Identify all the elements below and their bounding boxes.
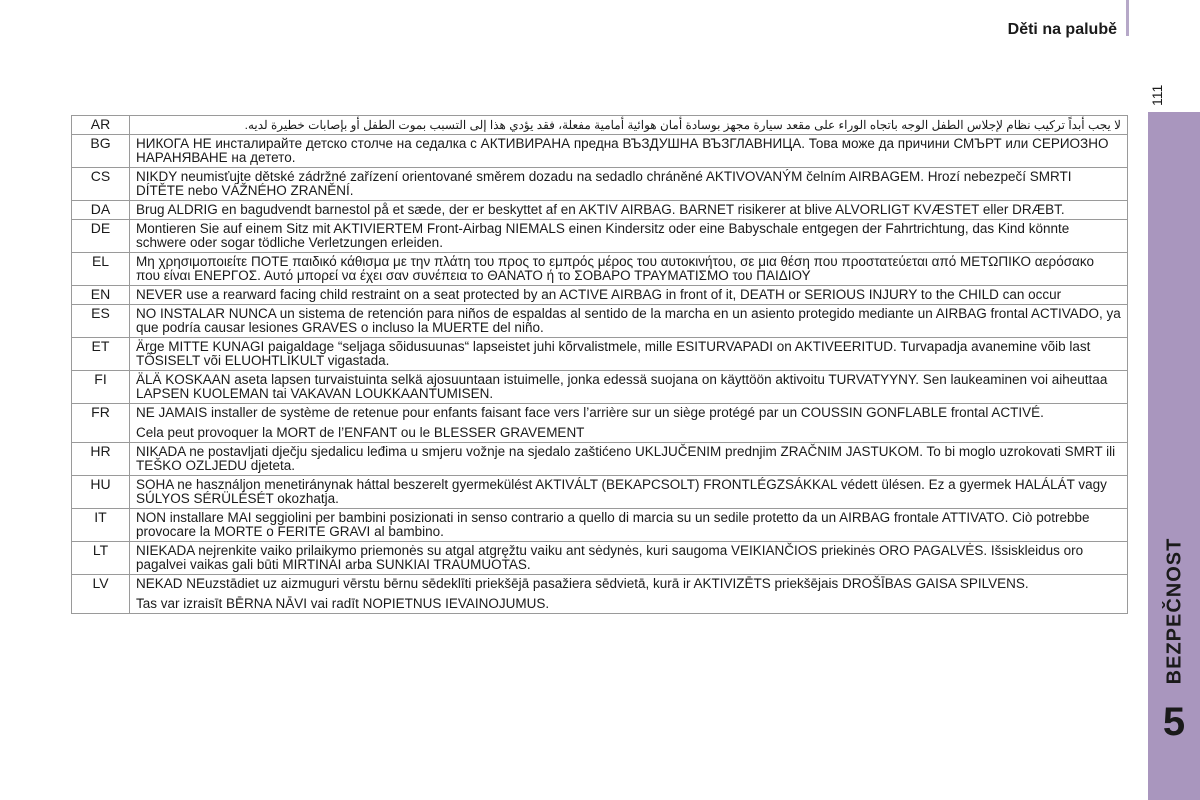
language-code: LT xyxy=(72,542,130,575)
warning-paragraph: NEKAD NEuzstādiet uz aizmuguri vērstu bērnu sēdeklīti priekšējā pasažiera sēdvietā, kurā ir AKTIVIZĒTS priekšējais DROŠĪBAS GAISA SPILVENS. xyxy=(136,576,1029,591)
language-code: CS xyxy=(72,168,130,201)
warning-row-fi xyxy=(72,371,1128,404)
warning-text xyxy=(130,338,1128,371)
warning-row-cs xyxy=(72,168,1128,201)
warning-text xyxy=(130,116,1128,135)
header-divider xyxy=(1126,0,1129,36)
language-code: AR xyxy=(72,116,130,135)
warning-paragraph: NIEKADA nejrenkite vaiko prilaikymo priemonės su atgal atgręžtu vaiku ant sėdynės, kuri saugoma VEIKIANČIOS priekinės ORO PAGALVĖS. Išsiskleidus oro pagalvei vaikas gali būti MIRTINAI arba SUNKIAI TRAUMUOTAS. xyxy=(136,543,1084,572)
warning-paragraph: Ärge MITTE KUNAGI paigaldage “seljaga sõidusuunas“ lapseistet juhi kõrvalistmele, mille ESITURVAPADI on AKTIVEERITUD. Turvapadja avanemine võib last TÕSISELT või ELUOHTLIKULT vigastada. xyxy=(136,339,1091,368)
warning-row-lt xyxy=(72,542,1128,575)
warning-paragraph: Μη χρησιμοποιείτε ΠΟΤΕ παιδικό κάθισμα με την πλάτη του προς το εμπρός μέρος του αυτοκινήτου, σε μια θέση που προστατεύεται από ΜΕΤΩΠΙΚΟ αερόσακο που είναι ΕΝΕΡΓΟΣ. Αυτό μπορεί να έχει σαν συνέπεια το ΘΑΝΑΤΟ ή το ΣΟΒΑΡΟ ΤΡΑΥΜΑΤΙΣΜΟ του ΠΑΙΔΙΟΥ xyxy=(136,254,1094,283)
language-code: LV xyxy=(72,575,130,614)
warning-text xyxy=(130,253,1128,286)
chapter-side-tab xyxy=(1148,112,1200,800)
language-code: DE xyxy=(72,220,130,253)
warning-row-de xyxy=(72,220,1128,253)
warning-row-bg xyxy=(72,135,1128,168)
language-code: EL xyxy=(72,253,130,286)
page-number: 111 xyxy=(1149,84,1165,106)
airbag-warning-table xyxy=(71,115,1128,614)
warning-text xyxy=(130,168,1128,201)
warning-text xyxy=(130,404,1128,443)
language-code: HU xyxy=(72,476,130,509)
warning-paragraph: Brug ALDRIG en bagudvendt barnestol på et sæde, der er beskyttet af en AKTIV AIRBAG. BARNET risikerer at blive ALVORLIGT KVÆSTET eller DRÆBT. xyxy=(136,202,1065,217)
language-code: ES xyxy=(72,305,130,338)
warning-text xyxy=(130,286,1128,305)
warning-row-da xyxy=(72,201,1128,220)
warning-row-es xyxy=(72,305,1128,338)
warning-table-body xyxy=(72,116,1128,614)
warning-text xyxy=(130,201,1128,220)
warning-row-hu xyxy=(72,476,1128,509)
warning-text xyxy=(130,542,1128,575)
language-code: ET xyxy=(72,338,130,371)
warning-paragraph: NO INSTALAR NUNCA un sistema de retención para niños de espaldas al sentido de la marcha en un asiento protegido mediante un AIRBAG frontal ACTIVADO, ya que podría causar lesiones GRAVES o incluso la MUERTE del niño. xyxy=(136,306,1121,335)
language-code: BG xyxy=(72,135,130,168)
language-code: FI xyxy=(72,371,130,404)
warning-paragraph: Cela peut provoquer la MORT de l’ENFANT ou le BLESSER GRAVEMENT xyxy=(136,425,585,440)
warning-row-hr xyxy=(72,443,1128,476)
warning-paragraph: Tas var izraisīt BĒRNA NĀVI vai radīt NOPIETNUS IEVAINOJUMUS. xyxy=(136,596,550,611)
warning-text xyxy=(130,509,1128,542)
language-code: IT xyxy=(72,509,130,542)
warning-row-lv xyxy=(72,575,1128,614)
warning-text xyxy=(130,575,1128,614)
chapter-tab-label-text: BEZPEČNOST xyxy=(1163,537,1185,685)
warning-text xyxy=(130,443,1128,476)
warning-paragraph: NIKDY neumisťujte dětské zádržné zařízení orientované směrem dozadu na sedadlo chráněné AKTIVOVANÝM čelním AIRBAGEM. Hrozí nebezpečí SMRTI DÍTĚTE nebo VÁŽNÉHO ZRANĚNÍ. xyxy=(136,169,1072,198)
warning-paragraph: لا يجب أبداً تركيب نظام لإجلاس الطفل الوجه باتجاه الوراء على مقعد سيارة مجهز بوسادة أمان هوائية أمامية مفعلة، فقد يؤدي هذا إلى التسبب بموت الطفل أو بإصابات خطيرة لديه. xyxy=(244,118,1121,132)
language-code: EN xyxy=(72,286,130,305)
warning-paragraph: NE JAMAIS installer de système de retenue pour enfants faisant face vers l’arrière sur un siège protégé par un COUSSIN GONFLABLE frontal ACTIVÉ. xyxy=(136,405,1044,420)
warning-text xyxy=(130,476,1128,509)
language-code: HR xyxy=(72,443,130,476)
warning-paragraph: NEVER use a rearward facing child restraint on a seat protected by an ACTIVE AIRBAG in front of it, DEATH or SERIOUS INJURY to the CHILD can occur xyxy=(136,287,1062,302)
chapter-number: 5 xyxy=(1162,700,1186,744)
warning-paragraph: NON installare MAI seggiolini per bambini posizionati in senso contrario a quello di marcia su un sedile protetto da un AIRBAG frontale ATTIVATO. Ciò potrebbe provocare la MORTE o FERITE GRAVI al bambino. xyxy=(136,510,1090,539)
page-header-title: Děti na palubě xyxy=(1007,21,1117,38)
warning-text xyxy=(130,305,1128,338)
warning-row-it xyxy=(72,509,1128,542)
chapter-tab-label xyxy=(1146,537,1200,685)
warning-paragraph: NIKADA ne postavljati dječju sjedalicu leđima u smjeru vožnje na sjedalo zaštićeno UKLJUČENIM prednjim ZRAČNIM JASTUKOM. To bi moglo uzrokovati SMRT ili TEŠKO OZLJEDU djeteta. xyxy=(136,444,1116,473)
warning-row-fr xyxy=(72,404,1128,443)
warning-text xyxy=(130,220,1128,253)
warning-paragraph: SOHA ne használjon menetiránynak háttal beszerelt gyermekülést AKTIVÁLT (BEKAPCSOLT) FRONTLÉGZSÁKKAL védett ülésen. Ez a gyermek HALÁLÁT vagy SÚLYOS SÉRÜLÉSÉT okozhatja. xyxy=(136,477,1107,506)
warning-row-en xyxy=(72,286,1128,305)
warning-row-el xyxy=(72,253,1128,286)
warning-paragraph: Montieren Sie auf einem Sitz mit AKTIVIERTEM Front-Airbag NIEMALS einen Kindersitz oder eine Babyschale entgegen der Fahrtrichtung, das Kind könnte schwere oder sogar tödliche Verletzungen erleiden. xyxy=(136,221,1070,250)
language-code: FR xyxy=(72,404,130,443)
warning-text xyxy=(130,135,1128,168)
warning-paragraph: ÄLÄ KOSKAAN aseta lapsen turvaistuinta selkä ajosuuntaan istuimelle, jonka edessä suojana on käyttöön aktivoitu TURVATYYNY. Sen laukeaminen voi aiheuttaa LAPSEN KUOLEMAN tai VAKAVAN LOUKKAANTUMISEN. xyxy=(136,372,1108,401)
warning-row-et xyxy=(72,338,1128,371)
warning-text xyxy=(130,371,1128,404)
warning-row-ar xyxy=(72,116,1128,135)
language-code: DA xyxy=(72,201,130,220)
warning-paragraph: НИКОГА НЕ инсталирайте детско столче на седалка с АКТИВИРАНА предна ВЪЗДУШНА ВЪЗГЛАВНИЦА. Това може да причини СМЪРТ или СЕРИОЗНО НАРАНЯВАНЕ на детето. xyxy=(136,136,1109,165)
